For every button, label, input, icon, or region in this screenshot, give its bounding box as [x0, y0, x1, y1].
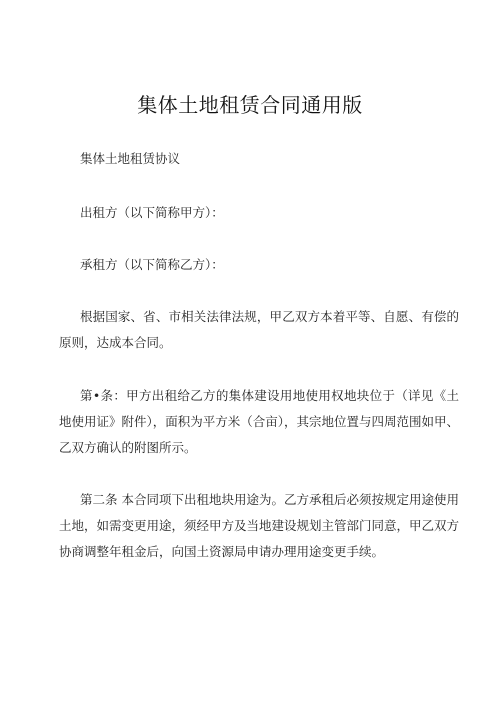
article-1-paragraph: 第•条：甲方出租给乙方的集体建设用地使用权地块位于（详见《土地使用证》附件），面积为平方米（合亩），其宗地位置与四周范围如甲、乙双方确认的附图所示。 [59, 388, 460, 455]
preamble-paragraph: 根据国家、省、市相关法律法规，甲乙双方本着平等、自愿、有偿的原则，达成本合同。 [59, 309, 459, 350]
document-title: 集体土地租赁合同通用版 [137, 93, 363, 117]
lessee-line: 承租方（以下简称乙方）： [80, 257, 224, 272]
agreement-subtitle: 集体土地租赁协议 [80, 151, 181, 166]
lessor-line: 出租方（以下简称甲方）： [80, 205, 224, 220]
article-2-paragraph: 第二条 本合同项下出租地块用途为。乙方承租后必须按规定用途使用土地，如需变更用途，须经甲方及当地建设规划主管部门同意，甲乙双方协商调整年租金后，向国土资源局申请办理用途变更手续。 [59, 492, 460, 559]
